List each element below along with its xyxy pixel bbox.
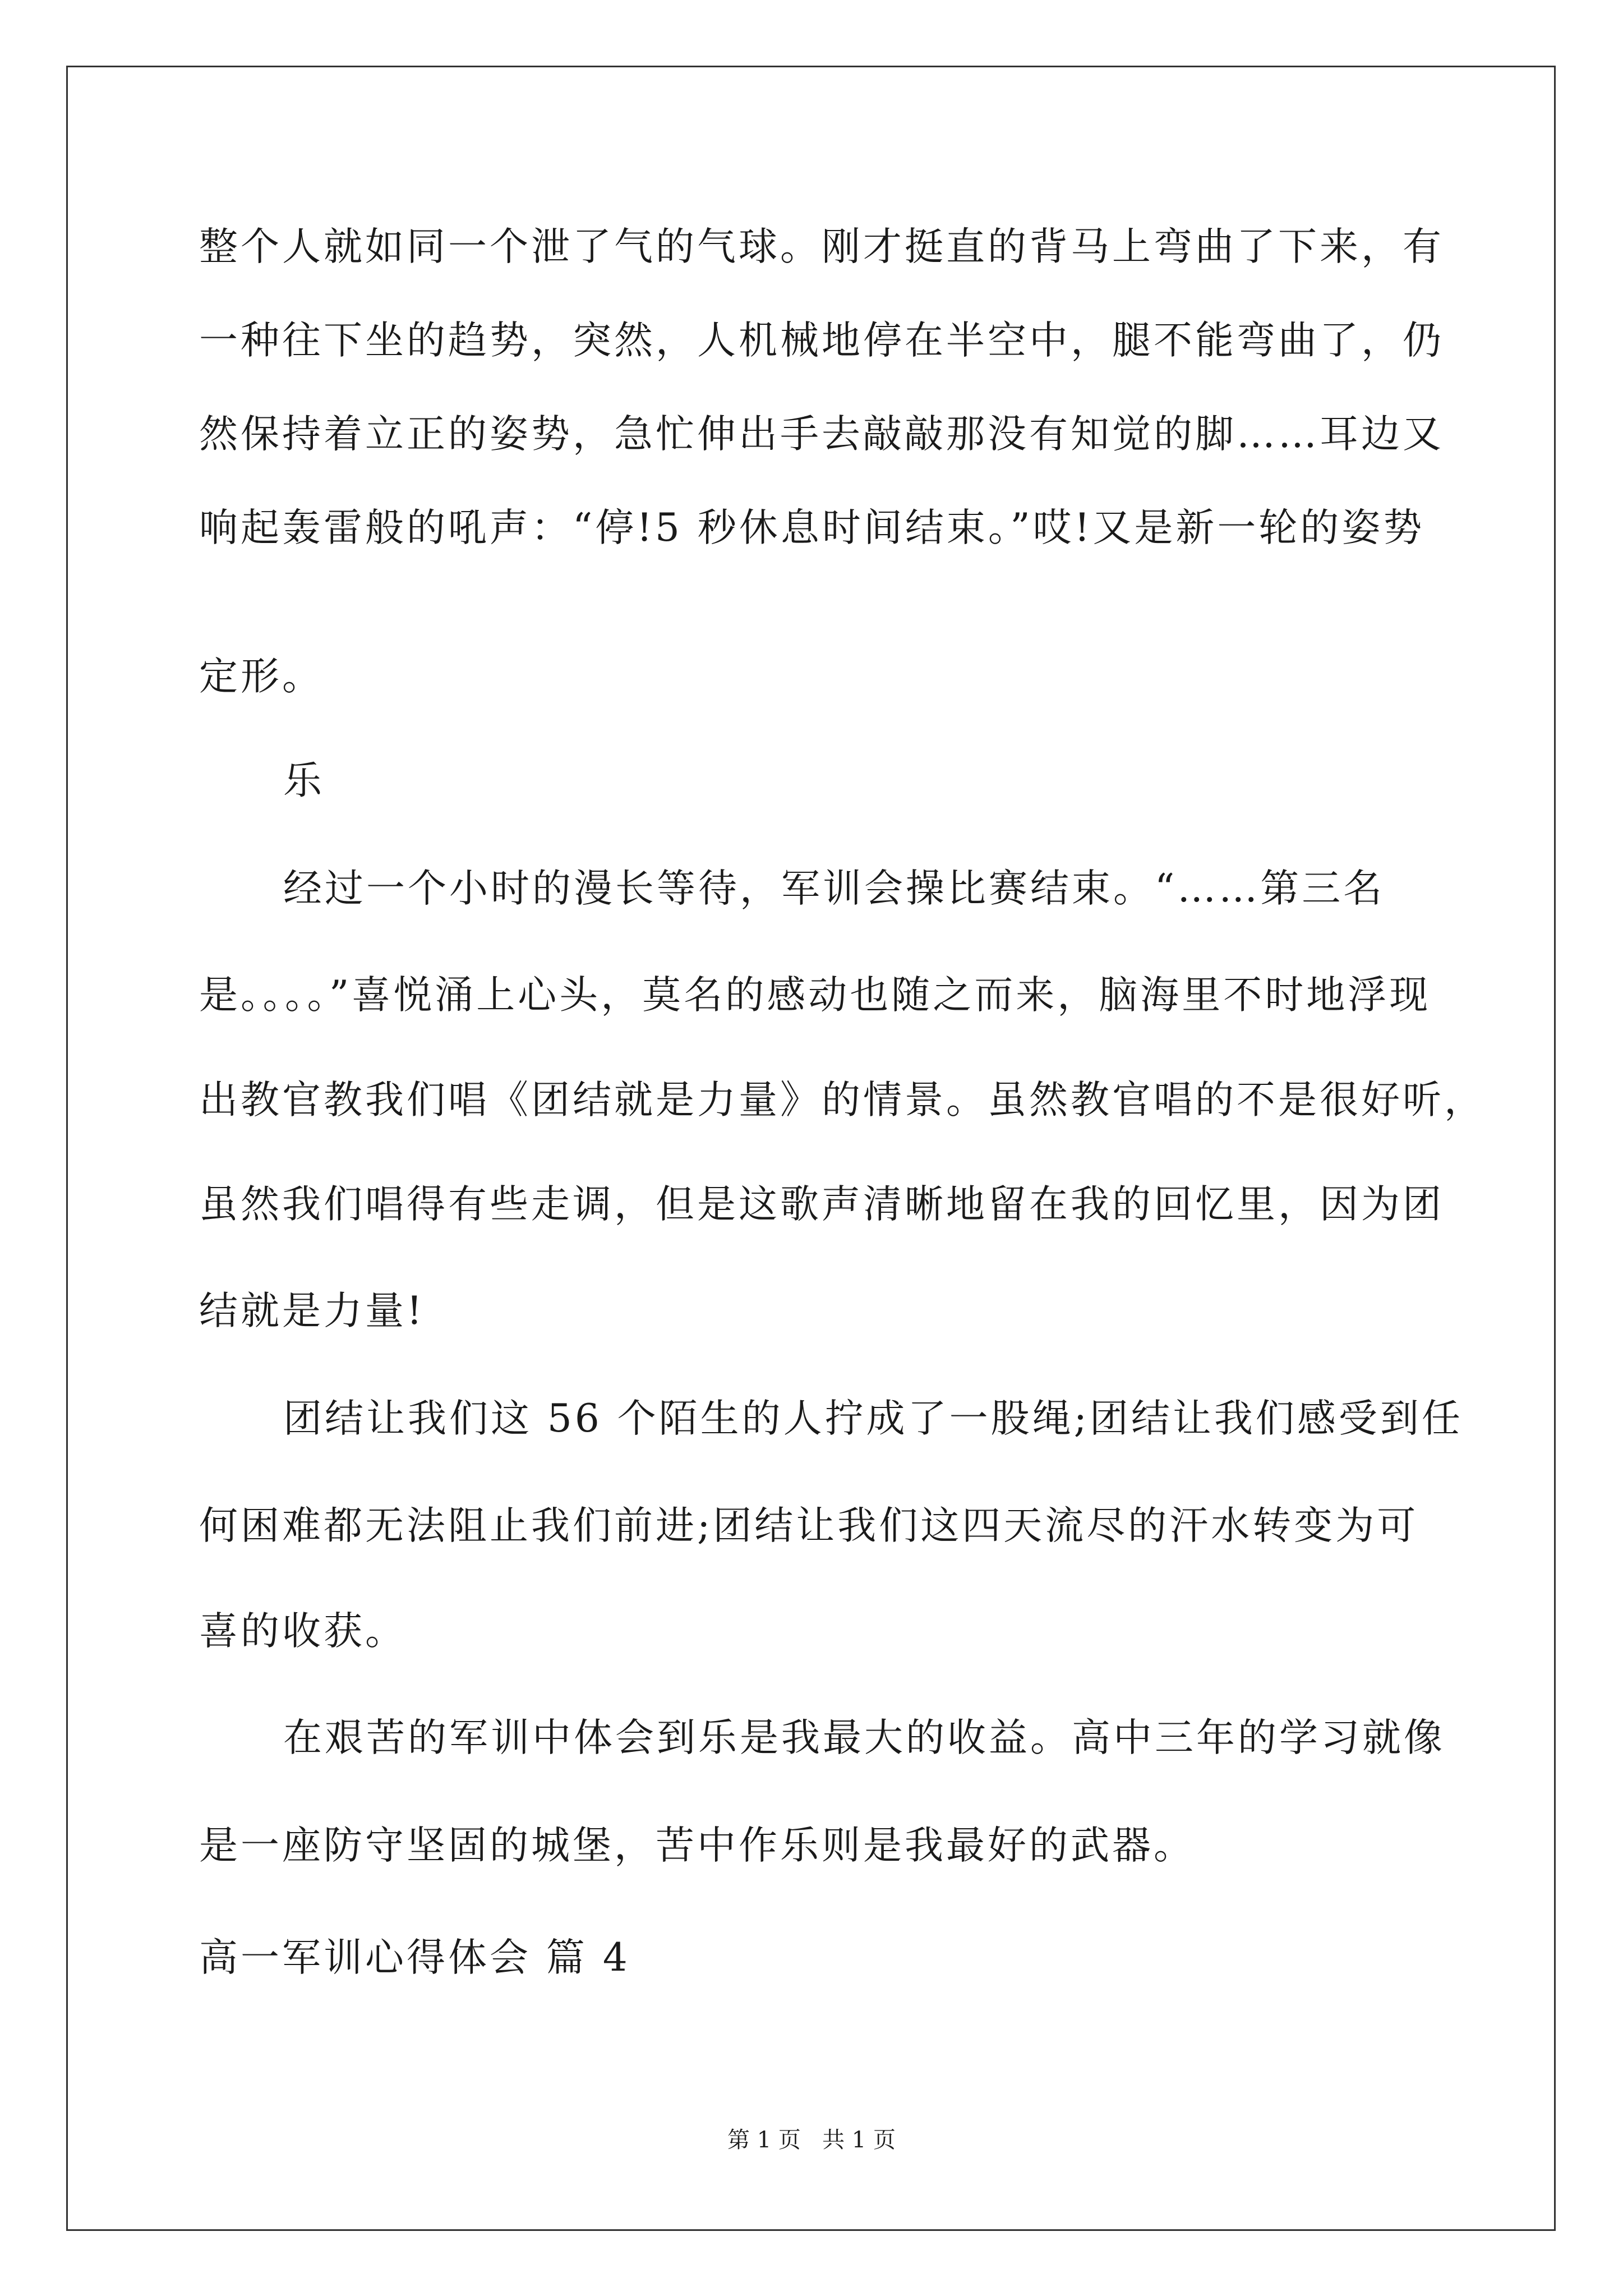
text-line: 定形。 (199, 654, 324, 699)
page-footer: 第 1 页 共 1 页 (727, 2127, 896, 2153)
text-line: 是一座防守坚固的城堡，苦中作乐则是我最好的武器。 (199, 1823, 1195, 1868)
text-line: 喜的收获。 (199, 1609, 407, 1654)
text-line: 结就是力量! (199, 1289, 425, 1333)
page-border (66, 66, 1556, 2231)
text-line: 响起轰雷般的吼声：“停!5 秒休息时间结束。”哎!又是新一轮的姿势 (199, 505, 1425, 550)
text-line: 虽然我们唱得有些走调，但是这歌声清晰地留在我的回忆里，因为团 (199, 1182, 1444, 1227)
text-line: 整个人就如同一个泄了气的气球。刚才挺直的背马上弯曲了下来，有 (199, 224, 1444, 269)
text-line: 何困难都无法阻止我们前进;团结让我们这四天流尽的汗水转变为可 (199, 1503, 1419, 1548)
text-line: 在艰苦的军训中体会到乐是我最大的收益。高中三年的学习就像 (283, 1715, 1445, 1760)
text-line: 团结让我们这 56 个陌生的人拧成了一股绳;团结让我们感受到任 (283, 1396, 1463, 1441)
text-line: 然保持着立正的姿势，急忙伸出手去敲敲那没有知觉的脚……耳边又 (199, 412, 1444, 457)
text-line: 一种往下坐的趋势，突然，人机械地停在半空中，腿不能弯曲了，仍 (199, 318, 1444, 363)
text-line: 经过一个小时的漫长等待，军训会操比赛结束。“……第三名 (283, 866, 1385, 911)
article-heading: 高一军训心得体会 篇 4 (199, 1935, 630, 1980)
text-line: 是。。。。”喜悦涌上心头，莫名的感动也随之而来，脑海里不时地浮现 (199, 973, 1431, 1018)
section-heading: 乐 (283, 758, 325, 803)
text-line: 出教官教我们唱《团结就是力量》的情景。虽然教官唱的不是很好听， (199, 1078, 1486, 1122)
